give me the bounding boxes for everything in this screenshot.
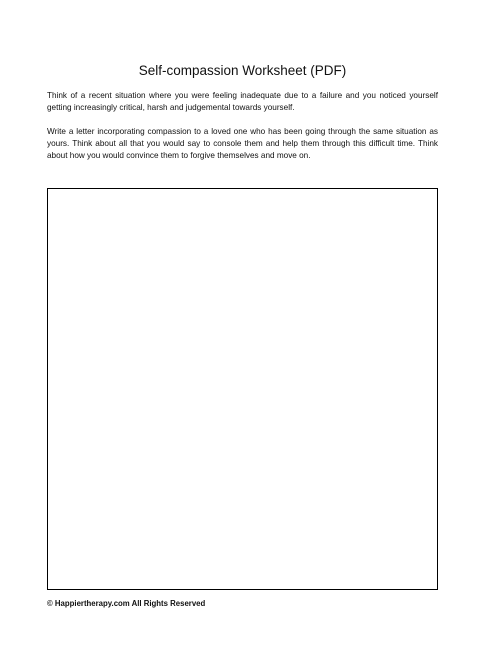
- instruction-paragraph-2: Write a letter incorporating compassion to a loved one who has been going through the same situation as yours. Think about all that you would say to console them and help them through this difficult time. Think about how you would convince them to forgive themselves and move on.: [47, 127, 438, 160]
- copyright-footer: © Happiertherapy.com All Rights Reserved: [47, 599, 206, 608]
- instruction-paragraph-1: Think of a recent situation where you were feeling inadequate due to a failure and you noticed yourself getting increasingly critical, harsh and judgemental towards yourself.: [47, 91, 438, 112]
- worksheet-title: Self-compassion Worksheet (PDF): [138, 63, 347, 78]
- letter-writing-box[interactable]: [47, 188, 438, 590]
